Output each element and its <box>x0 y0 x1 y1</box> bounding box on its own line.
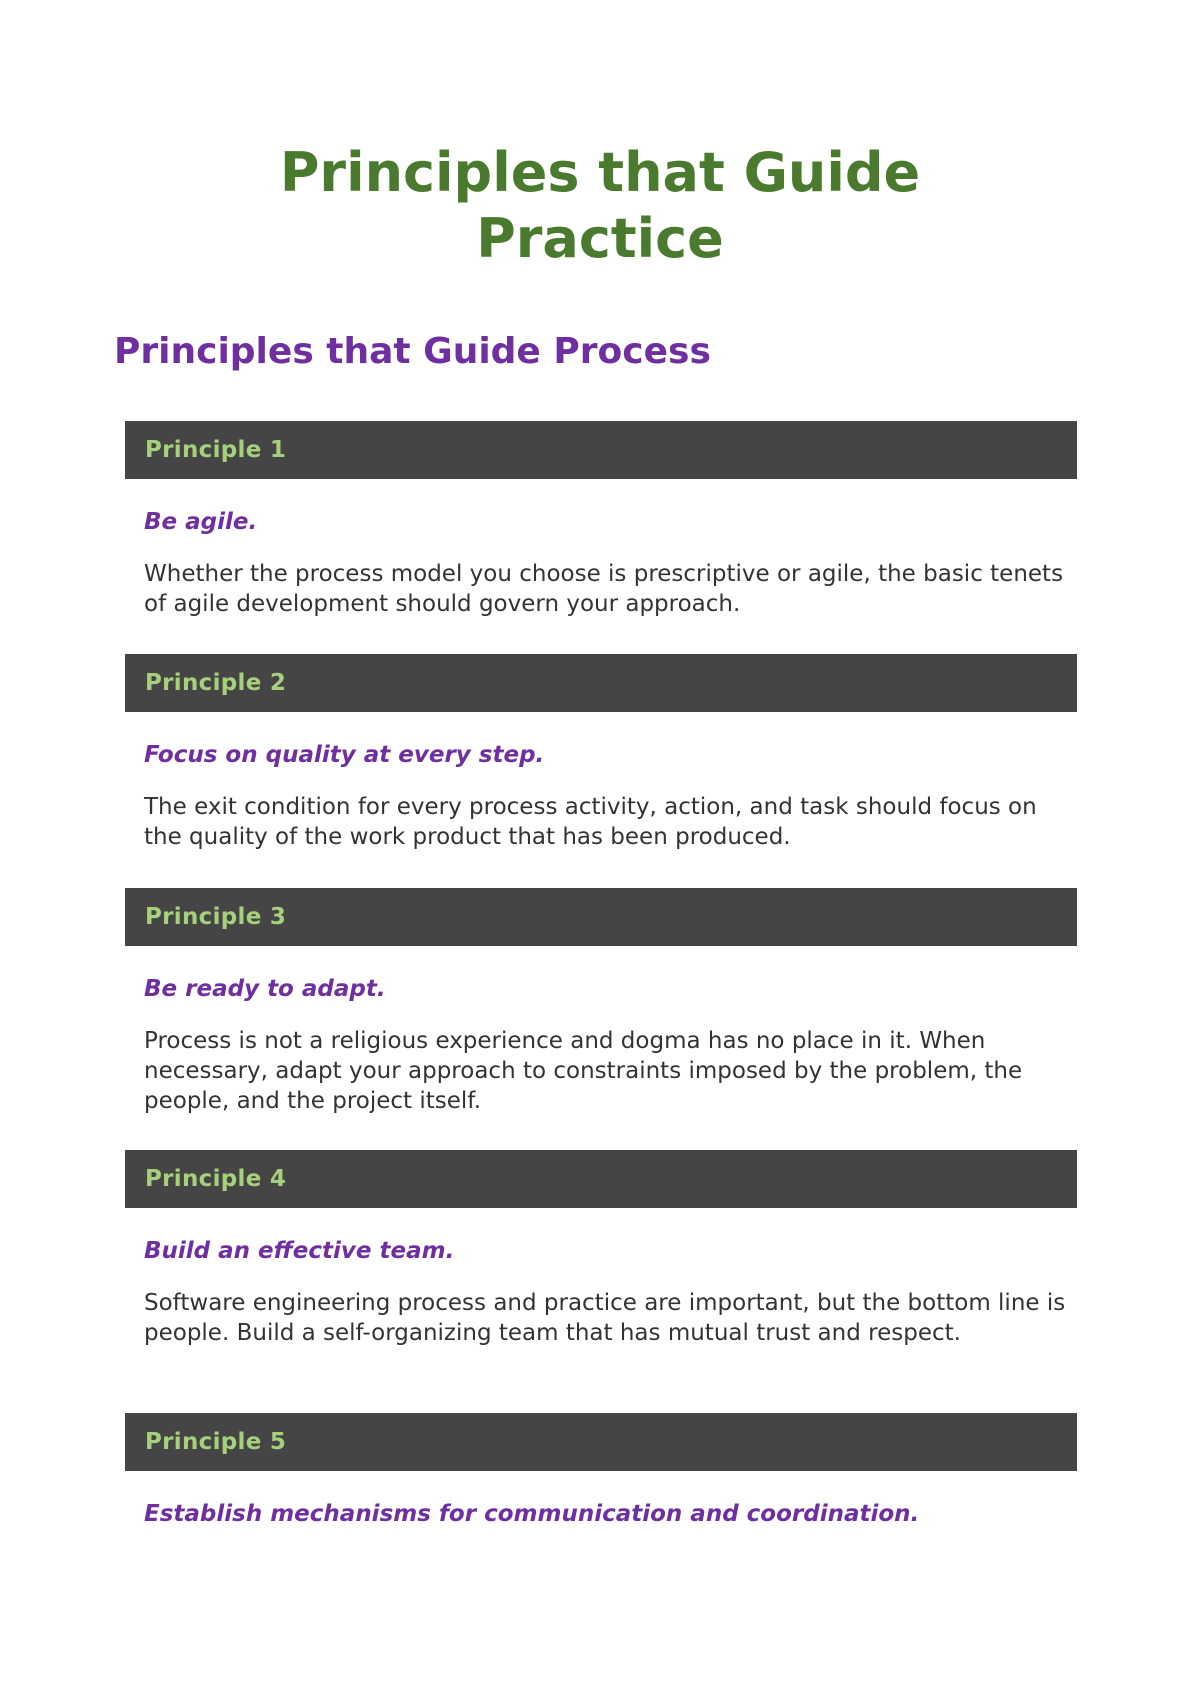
principle-block-4 <box>125 1150 1077 1348</box>
principle-block-3 <box>125 888 1077 1116</box>
document-title-line-1: Principles that Guide <box>279 141 921 204</box>
principle-text: Process is not a religious experience and dogma has no place in it. When necessary, adapt your approach to constraints imposed by the problem, the people, and the project itself. <box>144 1028 1023 1114</box>
principle-header-bar <box>125 421 1077 479</box>
principle-header-bar <box>125 654 1077 712</box>
principle-text: Whether the process model you choose is prescriptive or agile, the basic tenets of agile development should govern your approach. <box>144 561 1064 617</box>
principle-text: Software engineering process and practice are important, but the bottom line is people. Build a self-organizing team that has mutual trust and respect. <box>144 1290 1066 1346</box>
principle-block-1 <box>125 421 1077 619</box>
document-title-line-2: Practice <box>476 207 724 270</box>
principle-block-2 <box>125 654 1077 852</box>
principle-heading: Be agile. <box>144 509 258 535</box>
principle-header-bar <box>125 888 1077 946</box>
principle-header-bar <box>125 1150 1077 1208</box>
principle-label: Principle 2 <box>145 670 287 696</box>
principle-label: Principle 4 <box>145 1166 287 1192</box>
principle-heading: Be ready to adapt. <box>144 976 386 1002</box>
principle-header-bar <box>125 1413 1077 1471</box>
document-title <box>0 140 1200 272</box>
principle-block-5 <box>125 1413 1077 1529</box>
principle-label: Principle 1 <box>145 437 287 463</box>
section-title: Principles that Guide Process <box>114 331 711 372</box>
principle-heading: Focus on quality at every step. <box>144 742 545 768</box>
principle-heading: Build an effective team. <box>144 1238 455 1264</box>
principle-text: The exit condition for every process activity, action, and task should focus on the quality of the work product that has been produced. <box>144 794 1037 850</box>
principle-label: Principle 5 <box>145 1429 287 1455</box>
principle-heading: Establish mechanisms for communication and coordination. <box>144 1501 920 1527</box>
principle-label: Principle 3 <box>145 904 287 930</box>
